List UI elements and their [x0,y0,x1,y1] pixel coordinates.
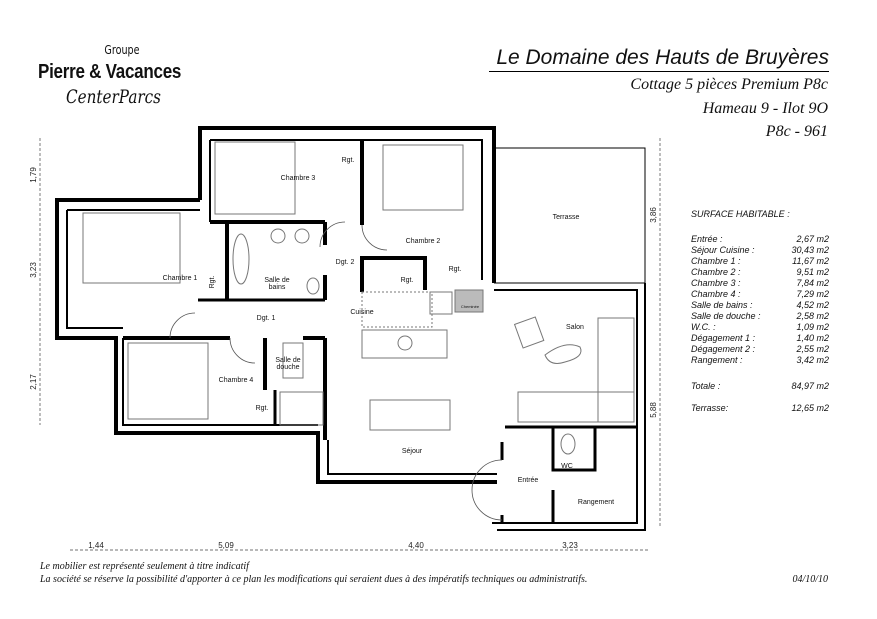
logo-pierre-vacances: Pierre & Vacances [38,61,182,83]
bed-chambre1 [83,213,180,283]
label-chambre4: Chambre 4 [218,377,254,384]
label-rangement: Rangement [577,499,615,506]
surface-value: 11,67 m2 [792,256,829,266]
furniture-note: Le mobilier est représenté seulement à titre indicatif [40,561,249,572]
label-dgt2: Dgt. 2 [335,259,355,266]
surface-label: Chambre 3 : [691,278,741,288]
surface-label: Chambre 2 : [691,267,741,277]
label-rgt: Rgt. [255,405,269,412]
label-entree: Entrée [517,477,539,484]
dimension-label: 5,88 [649,402,658,418]
surface-value: 1,09 m2 [796,322,829,332]
label-salle-douche-2: douche [276,364,300,371]
label-sejour: Séjour [401,448,423,455]
label-rgt: Rgt. [400,277,414,284]
entrance-door-swing [472,460,502,520]
armchair [515,317,544,348]
label-rgt: Rgt. [209,275,216,289]
cottage-type: Cottage 5 pièces Premium P8c [630,76,828,93]
label-rgt: Rgt. [448,266,462,273]
surface-value: 2,58 m2 [796,311,829,321]
disclaimer: La société se réserve la possibilité d'apporter à ce plan les modifications qui seraient dues à des impératifs techniques ou administratifs. [40,574,588,585]
coffee-table [545,345,581,364]
logo-center-parcs: CenterParcs [66,86,161,108]
bed-chambre4 [128,343,208,419]
page-title: Le Domaine des Hauts de Bruyères [489,46,829,72]
kitchen-island [362,330,447,358]
surface-label: Chambre 4 : [691,289,741,299]
surface-label: Rangement : [691,355,743,365]
surface-value: 30,43 m2 [791,245,829,255]
label-dgt1: Dgt. 1 [256,315,276,322]
dimension-label: 1,79 [29,167,38,183]
label-salle-bains-2: bains [268,284,286,291]
surface-label: Chambre 1 : [691,256,741,266]
label-salle-bains: Salle de [264,277,290,284]
bathtub [233,234,249,284]
wc-toilet [561,434,575,454]
date: 04/10/10 [792,574,828,585]
dimension-label: 3,86 [649,207,658,223]
kitchen-sink [398,336,412,350]
dimension-label: 3,23 [562,541,578,550]
label-wc: WC [561,463,573,470]
location: Hameau 9 - Ilot 9O [702,100,828,117]
sofa-section [518,392,634,422]
surface-label: Dégagement 2 : [691,344,756,354]
dimension-label: 2,17 [29,374,38,390]
sink [295,229,309,243]
surface-value: 4,52 m2 [796,300,829,310]
door-swing [362,225,387,250]
label-chambre2: Chambre 2 [405,238,441,245]
door-swing [170,313,195,338]
label-salle-douche: Salle de [275,357,301,364]
surface-value: 7,84 m2 [796,278,829,288]
surface-value: 2,55 m2 [796,344,829,354]
bed-chambre2 [383,145,463,210]
cooktop [430,292,452,314]
surface-label: Dégagement 1 : [691,333,756,343]
surface-label: W.C. : [691,322,716,332]
label-chambre3: Chambre 3 [280,175,316,182]
surface-value: 9,51 m2 [796,267,829,277]
surface-heading: SURFACE HABITABLE : [691,209,790,219]
surface-value: 3,42 m2 [796,355,829,365]
furniture [83,142,634,454]
surface-total: Totale : 84,97 m2 [691,381,829,391]
door-swing [230,338,255,363]
label-salon: Salon [566,324,584,331]
surface-value: 1,40 m2 [796,333,829,343]
walls [57,128,645,530]
label-cheminee: Cheminée [460,304,480,309]
surface-label: Séjour Cuisine : [691,245,755,255]
sofa [598,318,634,422]
dining-table [370,400,450,430]
room-labels [163,157,614,506]
label-cuisine: Cuisine [350,309,374,316]
reference: P8c - 961 [765,123,828,140]
dimension-label: 1,44 [88,541,104,550]
label-chambre1: Chambre 1 [162,275,198,282]
sink [271,229,285,243]
surface-value: 7,29 m2 [796,289,829,299]
logo-groupe: Groupe [104,43,140,57]
dimension-label: 5,09 [218,541,234,550]
surface-label: Salle de bains : [691,300,753,310]
surface-label: Salle de douche : [691,311,761,321]
toilet [307,278,319,294]
surface-terrace: Terrasse: 12,65 m2 [691,403,829,413]
label-terrasse: Terrasse [552,214,580,221]
shower [280,392,323,425]
dimension-label: 3,23 [29,262,38,278]
dimension-label: 4,40 [408,541,424,550]
label-rgt: Rgt. [341,157,355,164]
surface-label: Entrée : [691,234,723,244]
surface-value: 2,67 m2 [796,234,829,244]
